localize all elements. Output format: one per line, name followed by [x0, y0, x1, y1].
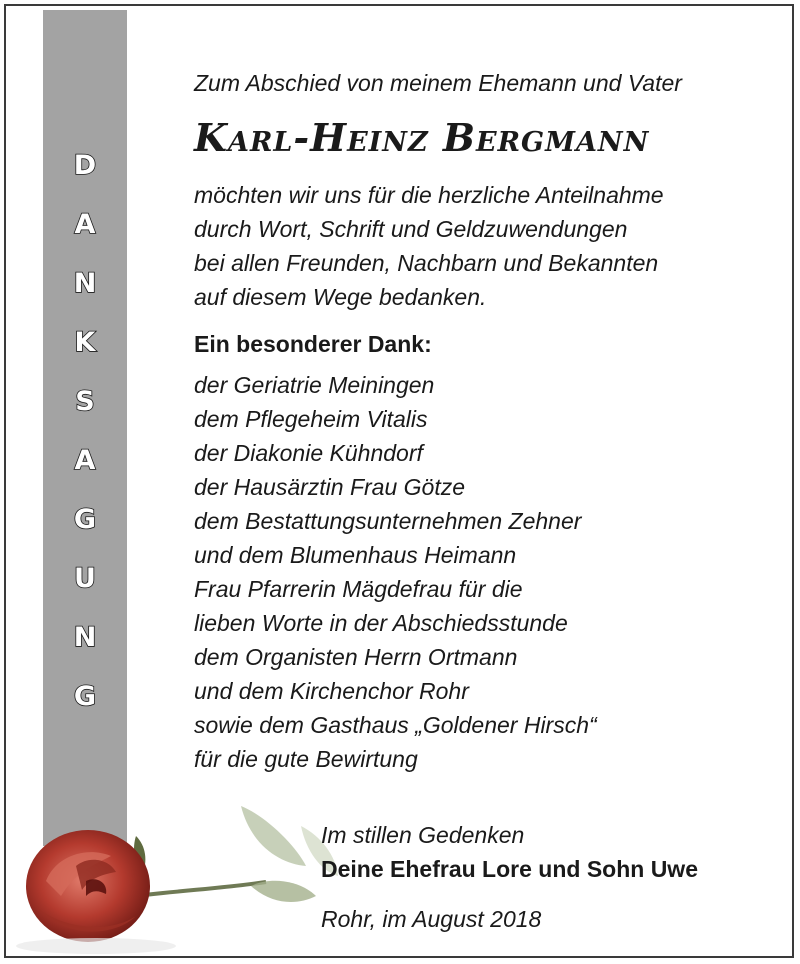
- thanks-line: bei allen Freunden, Nachbarn und Bekannten: [194, 250, 659, 276]
- band-letter: U: [74, 563, 96, 594]
- thanks-line: möchten wir uns für die herzliche Anteilnahme: [194, 182, 664, 208]
- list-item: für die gute Bewirtung: [194, 746, 418, 772]
- signoff: [321, 818, 781, 936]
- thanks-line: auf diesem Wege bedanken.: [194, 284, 487, 310]
- deceased-name: Karl-Heinz Bergmann: [194, 115, 650, 160]
- band-letter: D: [73, 150, 97, 181]
- band-letter: A: [74, 445, 96, 476]
- danksagung-vertical-title: [43, 136, 127, 726]
- special-thanks-heading: Ein besonderer Dank:: [194, 331, 432, 357]
- list-item: und dem Kirchenchor Rohr: [194, 678, 469, 704]
- band-letter: S: [75, 386, 95, 417]
- list-item: dem Bestattungsunternehmen Zehner: [194, 508, 582, 534]
- band-letter: G: [73, 504, 97, 535]
- obituary-card: [4, 4, 794, 958]
- list-item: der Hausärztin Frau Götze: [194, 474, 466, 500]
- list-item: und dem Blumenhaus Heimann: [194, 542, 517, 568]
- band-letter: N: [73, 268, 97, 299]
- thanks-line: durch Wort, Schrift und Geldzuwendungen: [194, 216, 628, 242]
- band-letter: G: [73, 681, 97, 712]
- band-letter: A: [74, 209, 96, 240]
- list-item: lieben Worte in der Abschiedsstunde: [194, 610, 568, 636]
- list-item: sowie dem Gasthaus „Goldener Hirsch“: [194, 712, 597, 738]
- list-item: dem Pflegeheim Vitalis: [194, 406, 428, 432]
- special-thanks-list: [194, 368, 774, 776]
- place-date-line: Rohr, im August 2018: [321, 906, 542, 932]
- band-letter: N: [73, 622, 97, 653]
- thanks-paragraph: [194, 178, 774, 314]
- list-item: dem Organisten Herrn Ortmann: [194, 644, 518, 670]
- intro-line: Zum Abschied von meinem Ehemann und Vater: [194, 70, 682, 96]
- family-line: Deine Ehefrau Lore und Sohn Uwe: [321, 856, 698, 882]
- list-item: der Geriatrie Meiningen: [194, 372, 435, 398]
- band-letter: K: [74, 327, 96, 358]
- list-item: Frau Pfarrerin Mägdefrau für die: [194, 576, 523, 602]
- list-item: der Diakonie Kühndorf: [194, 440, 423, 466]
- main-text: [194, 68, 774, 776]
- memory-line: Im stillen Gedenken: [321, 822, 525, 848]
